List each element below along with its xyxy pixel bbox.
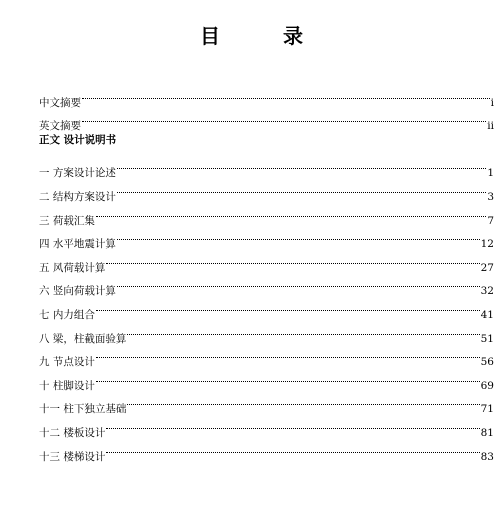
- toc-entry-label: 五 风荷载计算: [39, 261, 106, 274]
- toc-entry: [39, 224, 494, 251]
- toc-entry-label: 一 方案设计论述: [39, 167, 116, 180]
- toc-leader-dots: [82, 82, 490, 106]
- toc-entry-page: 69: [480, 379, 494, 392]
- toc-entry: [39, 82, 494, 109]
- toc-leader-dots: [96, 200, 486, 224]
- toc-list: [39, 82, 494, 463]
- toc-leader-dots: [96, 342, 480, 366]
- toc-entry-page: 7: [487, 214, 494, 227]
- toc-entry: [39, 271, 494, 298]
- toc-leader-dots: [117, 153, 486, 177]
- toc-entry-page: 83: [480, 450, 494, 463]
- toc-entry-page: 51: [480, 332, 494, 345]
- toc-entry-label: 七 内力组合: [39, 308, 95, 321]
- toc-entry: [39, 412, 494, 439]
- toc-entry-label: 十一 柱下独立基础: [39, 403, 127, 416]
- toc-entry-page: 1: [487, 167, 494, 180]
- toc-leader-dots: [117, 224, 480, 248]
- toc-entry-page: 27: [480, 261, 494, 274]
- toc-entry-page: ii: [487, 120, 494, 133]
- toc-entry-label: 二 结构方案设计: [39, 190, 116, 203]
- toc-entry-label: 八 梁，柱截面验算: [39, 332, 127, 345]
- toc-entry-page: 3: [487, 190, 494, 203]
- toc-entry: [39, 342, 494, 369]
- toc-leader-dots: [96, 365, 480, 389]
- toc-leader-dots: [106, 436, 479, 460]
- toc-leader-dots: [106, 247, 479, 271]
- toc-entry-label: 六 竖向荷载计算: [39, 285, 116, 298]
- toc-leader-dots: [127, 318, 479, 342]
- toc-entry: [39, 389, 494, 416]
- toc-entry: [39, 436, 494, 463]
- toc-entry-label: 中文摘要: [39, 96, 81, 109]
- toc-entry-label: 九 节点设计: [39, 356, 95, 369]
- toc-entry-page: 41: [480, 308, 494, 321]
- toc-entry: [39, 318, 494, 345]
- toc-leader-dots: [127, 389, 479, 413]
- toc-leader-dots: [117, 271, 480, 295]
- toc-entry-label: 英文摘要: [39, 120, 81, 133]
- toc-entry-label: 四 水平地震计算: [39, 238, 116, 251]
- toc-entry-page: 32: [480, 285, 494, 298]
- toc-entry-label: 十三 楼梯设计: [39, 450, 106, 463]
- toc-entry: [39, 247, 494, 274]
- toc-entry-label: 十二 楼板设计: [39, 426, 106, 439]
- page-title: 目 录: [200, 24, 331, 48]
- toc-entry-page: 12: [480, 238, 494, 251]
- toc-entry-page: 81: [480, 426, 494, 439]
- toc-entry-label: 十 柱脚设计: [39, 379, 95, 392]
- toc-entry: [39, 153, 494, 180]
- toc-entry-page: i: [490, 96, 494, 109]
- toc-entry-label: 三 荷载汇集: [39, 214, 95, 227]
- toc-entry: [39, 200, 494, 227]
- toc-entry-page: 56: [480, 356, 494, 369]
- toc-entry: [39, 294, 494, 321]
- toc-section-heading: 正文 设计说明书: [39, 134, 117, 147]
- toc-leader-dots: [106, 412, 479, 436]
- toc-leader-dots: [96, 294, 480, 318]
- toc-leader-dots: [117, 176, 486, 200]
- toc-entry-page: 71: [480, 403, 494, 416]
- toc-leader-dots: [82, 106, 486, 130]
- toc-entry: [39, 106, 494, 133]
- toc-entry: [39, 365, 494, 392]
